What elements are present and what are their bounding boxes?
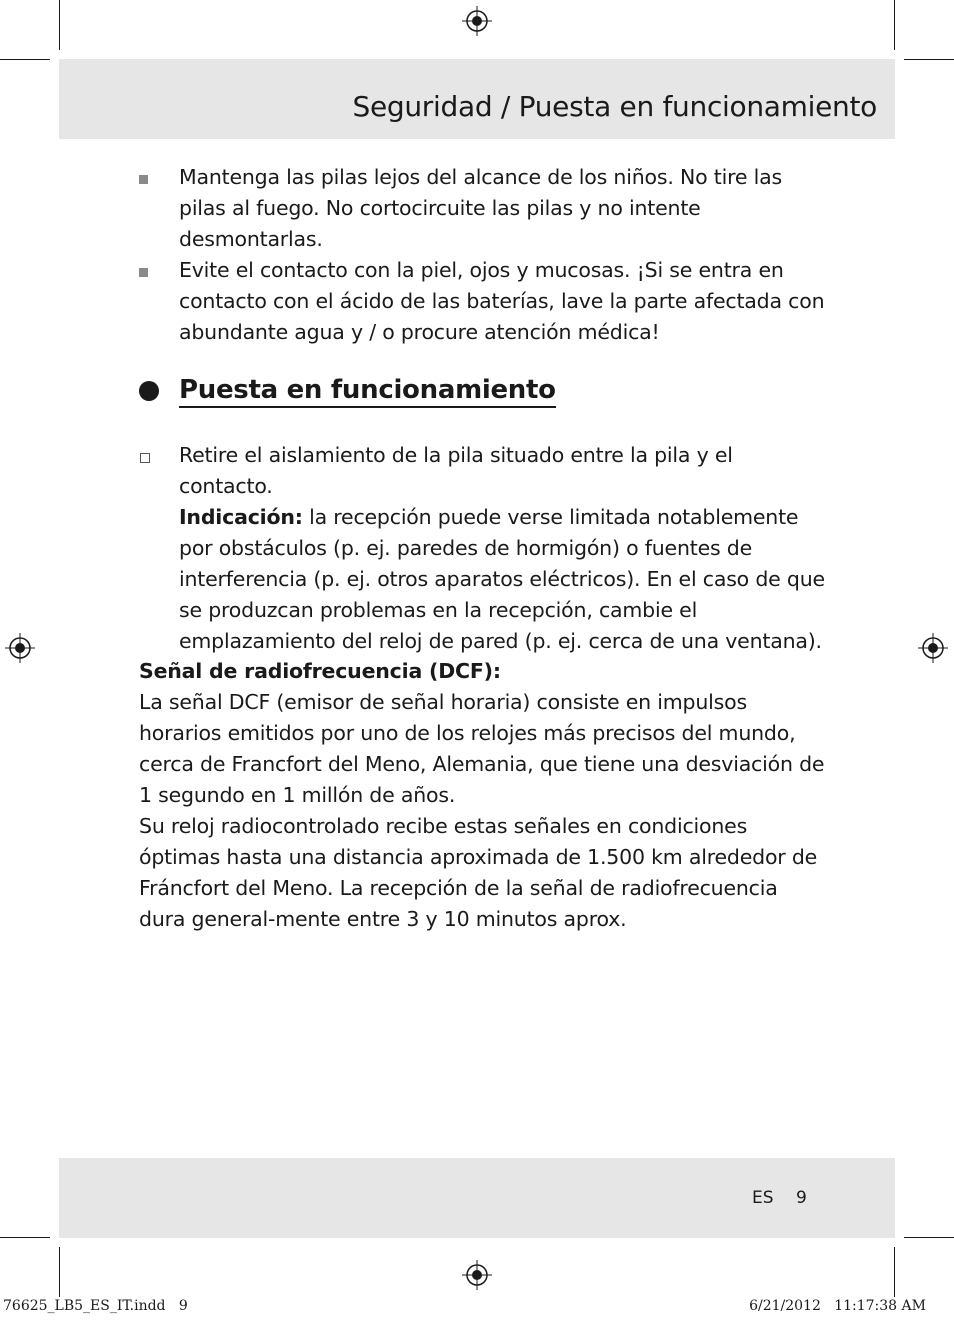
page-language: ES <box>752 1188 774 1208</box>
registration-mark-icon <box>462 1260 492 1290</box>
note-label: Indicación: <box>179 505 303 529</box>
bullet-text: Mantenga las pilas lejos del alcance de los niños. No tire las pilas al fuego. No cortocircuite las pilas y no intente desmontarlas. <box>179 165 782 251</box>
registration-mark-icon <box>462 6 492 36</box>
registration-mark-icon <box>918 633 948 663</box>
slug-timestamp: 6/21/2012 11:17:38 AM <box>749 1298 926 1314</box>
list-item <box>139 440 829 657</box>
step-text: Retire el aislamiento de la pila situado entre la pila y el contacto. <box>179 443 733 498</box>
section-dot-icon <box>139 381 159 401</box>
slug-filename: 76625_LB5_ES_IT.indd 9 <box>3 1298 188 1314</box>
safety-bullet-list <box>139 162 829 348</box>
dcf-heading: Señal de radiofrecuencia (DCF): <box>139 659 501 683</box>
list-item <box>139 162 829 255</box>
step-list <box>139 440 829 657</box>
dcf-paragraph: Su reloj radiocontrolado recibe estas señales en condiciones óptimas hasta una distancia aproximada de 1.500 km alrededor de Fráncfort del Meno. La recepción de la señal de radiofrecuencia dura general-mente entre 3 y 10 minutos aprox. <box>139 814 818 931</box>
registration-mark-icon <box>5 633 35 663</box>
dcf-paragraph: La señal DCF (emisor de señal horaria) consiste en impulsos horarios emitidos por uno de los relojes más precisos del mundo, cerca de Francfort del Meno, Alemania, que tiene una desviación de 1 segundo en 1 millón de años. <box>139 690 825 807</box>
dcf-section <box>139 656 829 935</box>
square-bullet-icon <box>139 268 148 277</box>
bullet-text: Evite el contacto con la piel, ojos y mucosas. ¡Si se entra en contacto con el ácido de las baterías, lave la parte afectada con abundante agua y / o procure atención médica! <box>179 258 825 344</box>
note-text: la recepción puede verse limitada notablemente por obstáculos (p. ej. paredes de hormigón) o fuentes de interferencia (p. ej. otros aparatos eléctricos). En el caso de que se produzcan problemas en la recepción, cambie el emplazamiento del reloj de pared (p. ej. cerca de una ventana). <box>179 505 825 653</box>
checkbox-bullet-icon <box>140 453 150 463</box>
crop-mark <box>904 59 954 60</box>
crop-mark <box>0 59 50 60</box>
section-title: Puesta en funcionamiento <box>179 374 556 408</box>
crop-mark <box>904 1237 954 1238</box>
crop-mark <box>59 1247 60 1297</box>
crop-mark <box>894 1247 895 1297</box>
crop-mark <box>0 1237 50 1238</box>
crop-mark <box>59 0 60 50</box>
page-number: 9 <box>796 1188 807 1208</box>
page-title: Seguridad / Puesta en funcionamiento <box>352 90 877 123</box>
crop-mark <box>894 0 895 50</box>
list-item <box>139 255 829 348</box>
section-heading <box>139 373 556 409</box>
square-bullet-icon <box>139 175 148 184</box>
